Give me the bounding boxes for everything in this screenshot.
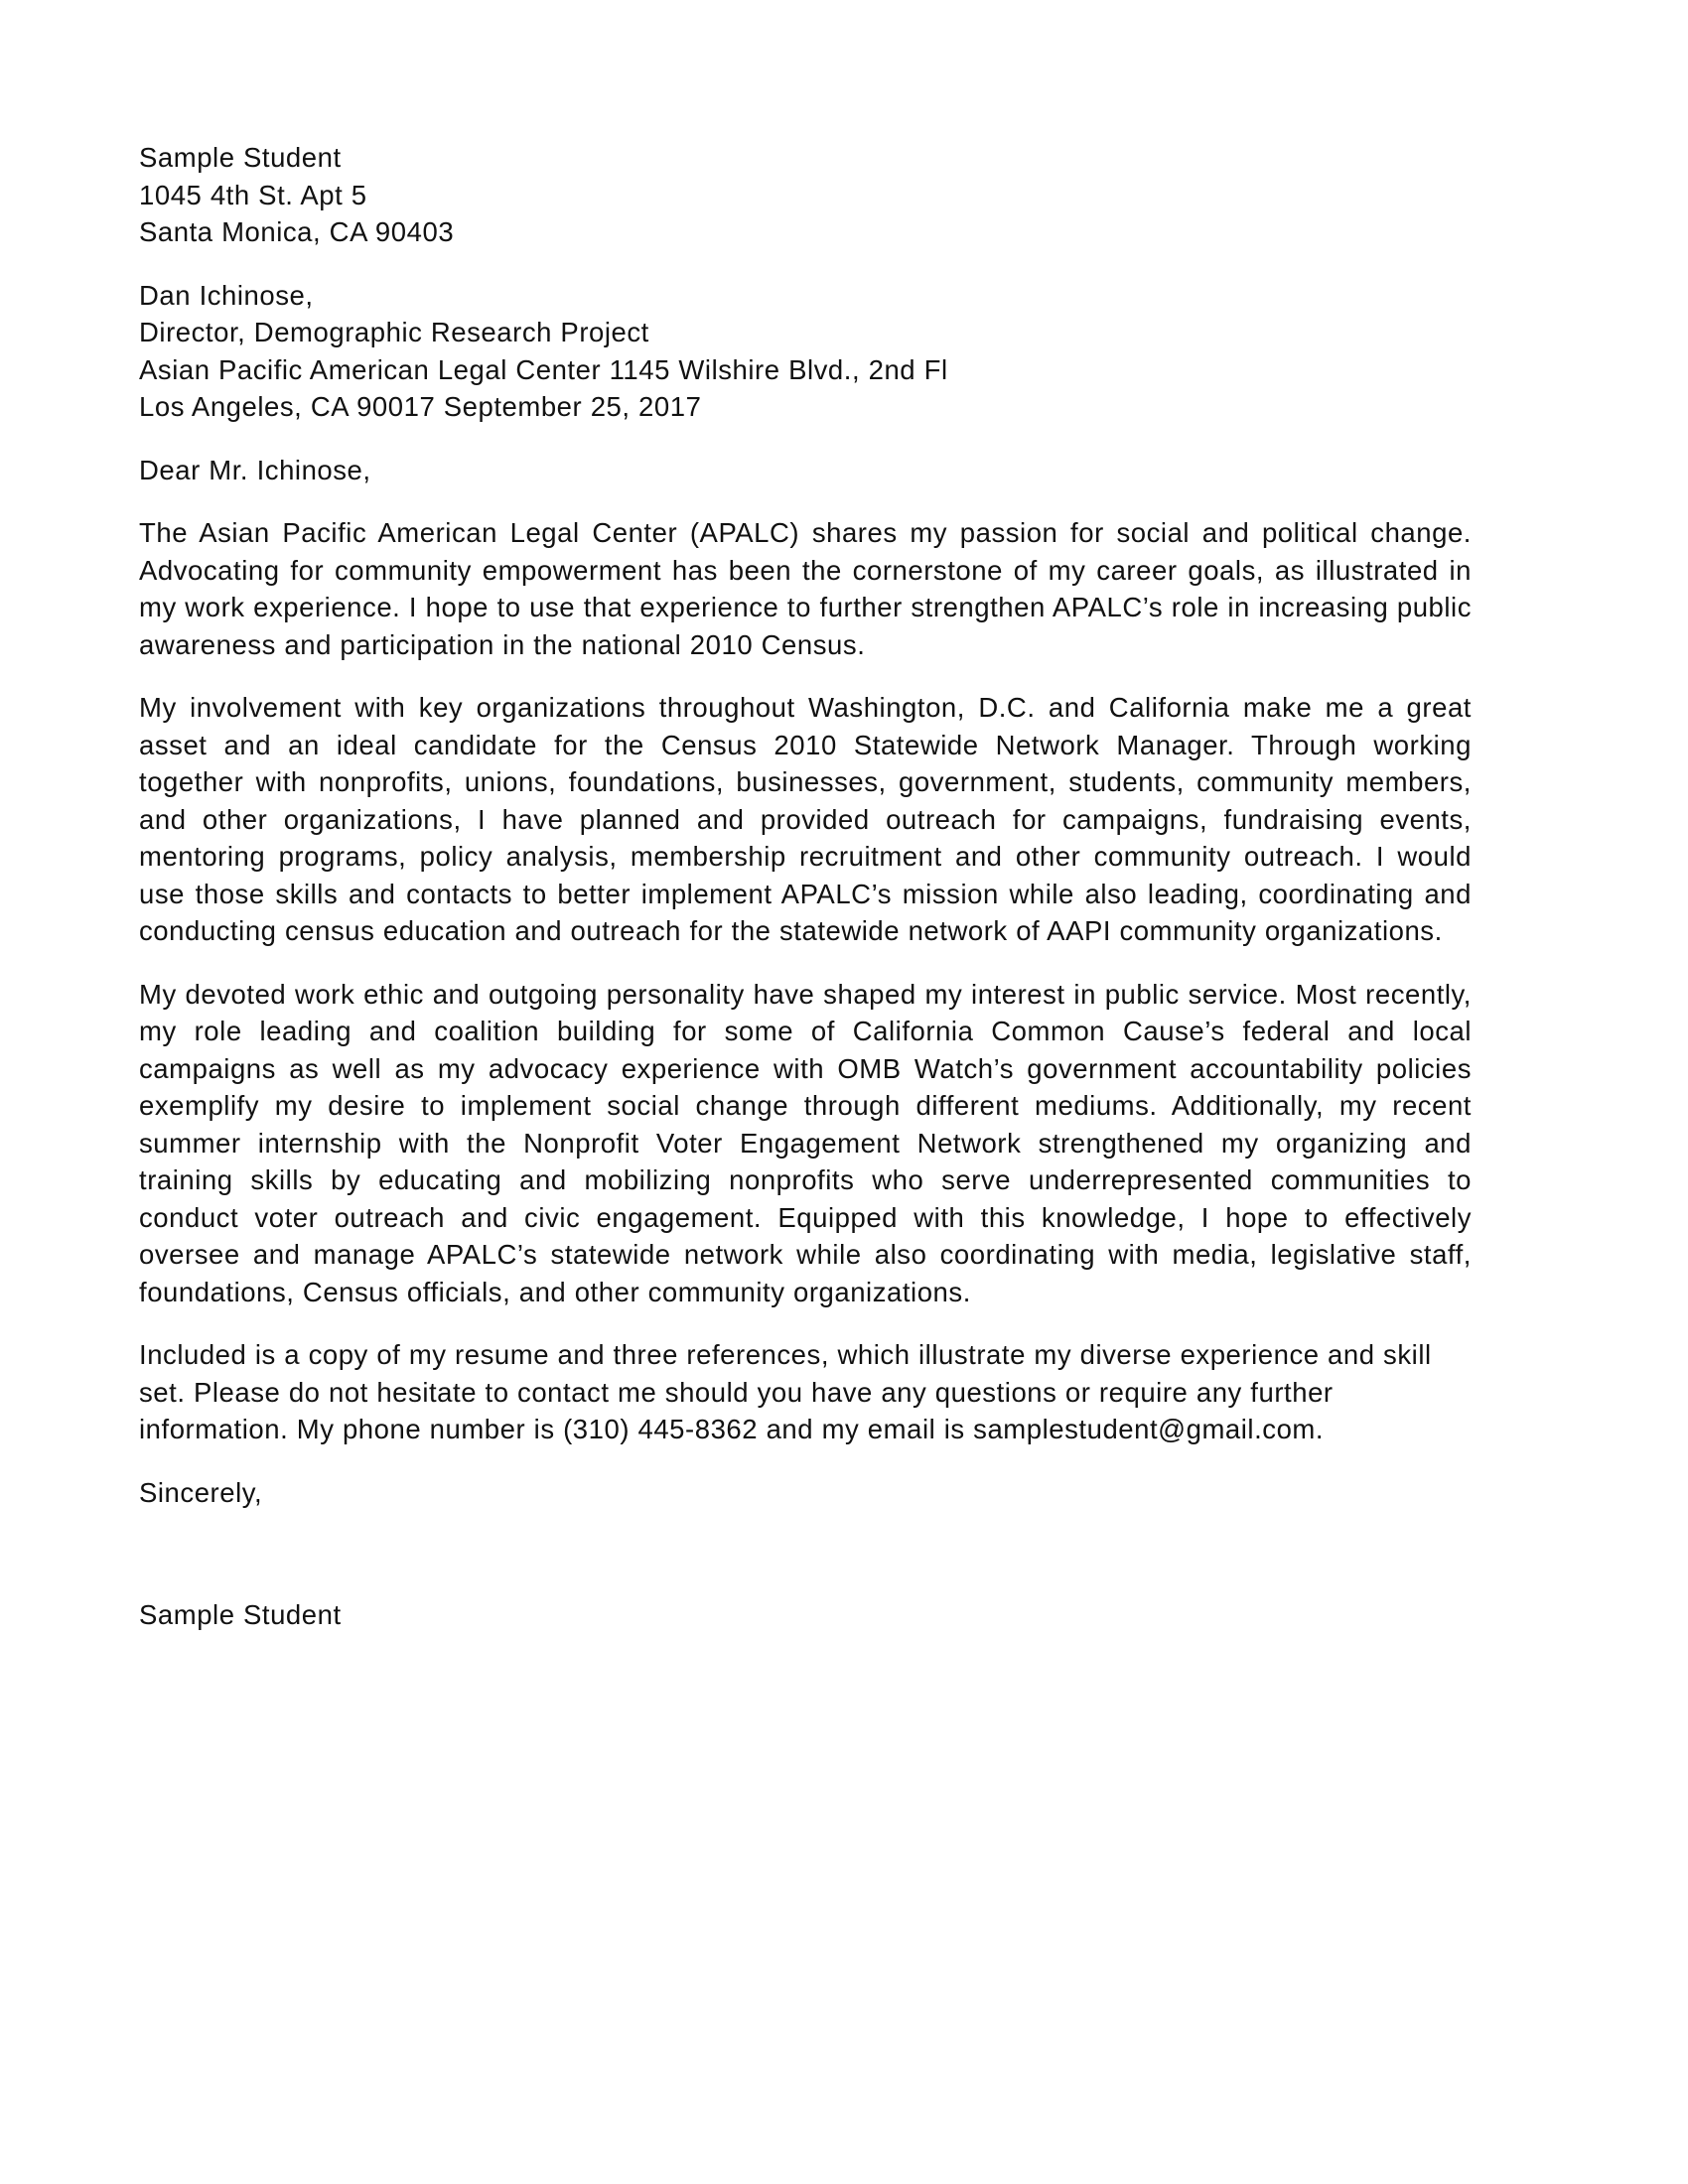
sender-city-state-zip: Santa Monica, CA 90403 xyxy=(139,216,455,247)
recipient-address-block xyxy=(139,277,1472,426)
body-paragraph-4-block xyxy=(139,1336,1472,1448)
sender-address-block xyxy=(139,139,1472,251)
recipient-organization-address: Asian Pacific American Legal Center 1145 Wilshire Blvd., 2nd Fl xyxy=(139,353,948,385)
body-paragraph-3-block xyxy=(139,976,1472,1311)
body-paragraph-1-block xyxy=(139,514,1472,663)
recipient-city-state-zip-date: Los Angeles, CA 90017 September 25, 2017 xyxy=(139,391,702,422)
salutation: Dear Mr. Ichinose, xyxy=(139,454,371,485)
letter-body xyxy=(139,139,1472,1634)
salutation-block xyxy=(139,452,1472,489)
closing-block xyxy=(139,1474,1472,1634)
body-paragraph-2: My involvement with key organizations throughout Washington, D.C. and California make me a great asset and an ideal candidate for the Census 2010 Statewide Network Manager. Through working together with nonprofits, unions, foundations, businesses, government, students, community members, and other organizations, I have planned and provided outreach for campaigns, fundraising events, mentoring programs, policy analysis, membership recruitment and other community outreach. I would use those skills and contacts to better implement APALC’s mission while also leading, coordinating and conducting census education and outreach for the statewide network of AAPI community organizations. xyxy=(139,692,1472,946)
body-paragraph-4: Included is a copy of my resume and three references, which illustrate my diverse experience and skill set. Please do not hesitate to contact me should you have any questions or require any further information. My phone number is (310) 445-8362 and my email is samplestudent@gmail.com. xyxy=(139,1339,1432,1444)
body-paragraph-1: The Asian Pacific American Legal Center (APALC) shares my passion for social and political change. Advocating for community empowerment has been the cornerstone of my career goals, as illustrated in my work experience. I hope to use that experience to further strengthen APALC’s role in increasing public awareness and participation in the national 2010 Census. xyxy=(139,517,1472,660)
body-paragraph-2-block xyxy=(139,689,1472,950)
body-paragraph-3: My devoted work ethic and outgoing personality have shaped my interest in public service. Most recently, my role leading and coalition building for some of California Common Cause’s federal and local campaigns as well as my advocacy experience with OMB Watch’s government accountability policies exemplify my desire to implement social change through different mediums. Additionally, my recent summer internship with the Nonprofit Voter Engagement Network strengthened my organizing and training skills by educating and mobilizing nonprofits who serve underrepresented communities to conduct voter outreach and civic engagement. Equipped with this knowledge, I hope to effectively oversee and manage APALC’s statewide network while also coordinating with media, legislative staff, foundations, Census officials, and other community organizations. xyxy=(139,978,1472,1307)
recipient-name: Dan Ichinose, xyxy=(139,279,314,311)
sender-street: 1045 4th St. Apt 5 xyxy=(139,179,367,210)
sender-name: Sample Student xyxy=(139,142,342,173)
valediction: Sincerely, xyxy=(139,1476,263,1508)
signature-space xyxy=(139,1511,1472,1596)
recipient-title: Director, Demographic Research Project xyxy=(139,317,649,347)
signature-name: Sample Student xyxy=(139,1599,342,1630)
